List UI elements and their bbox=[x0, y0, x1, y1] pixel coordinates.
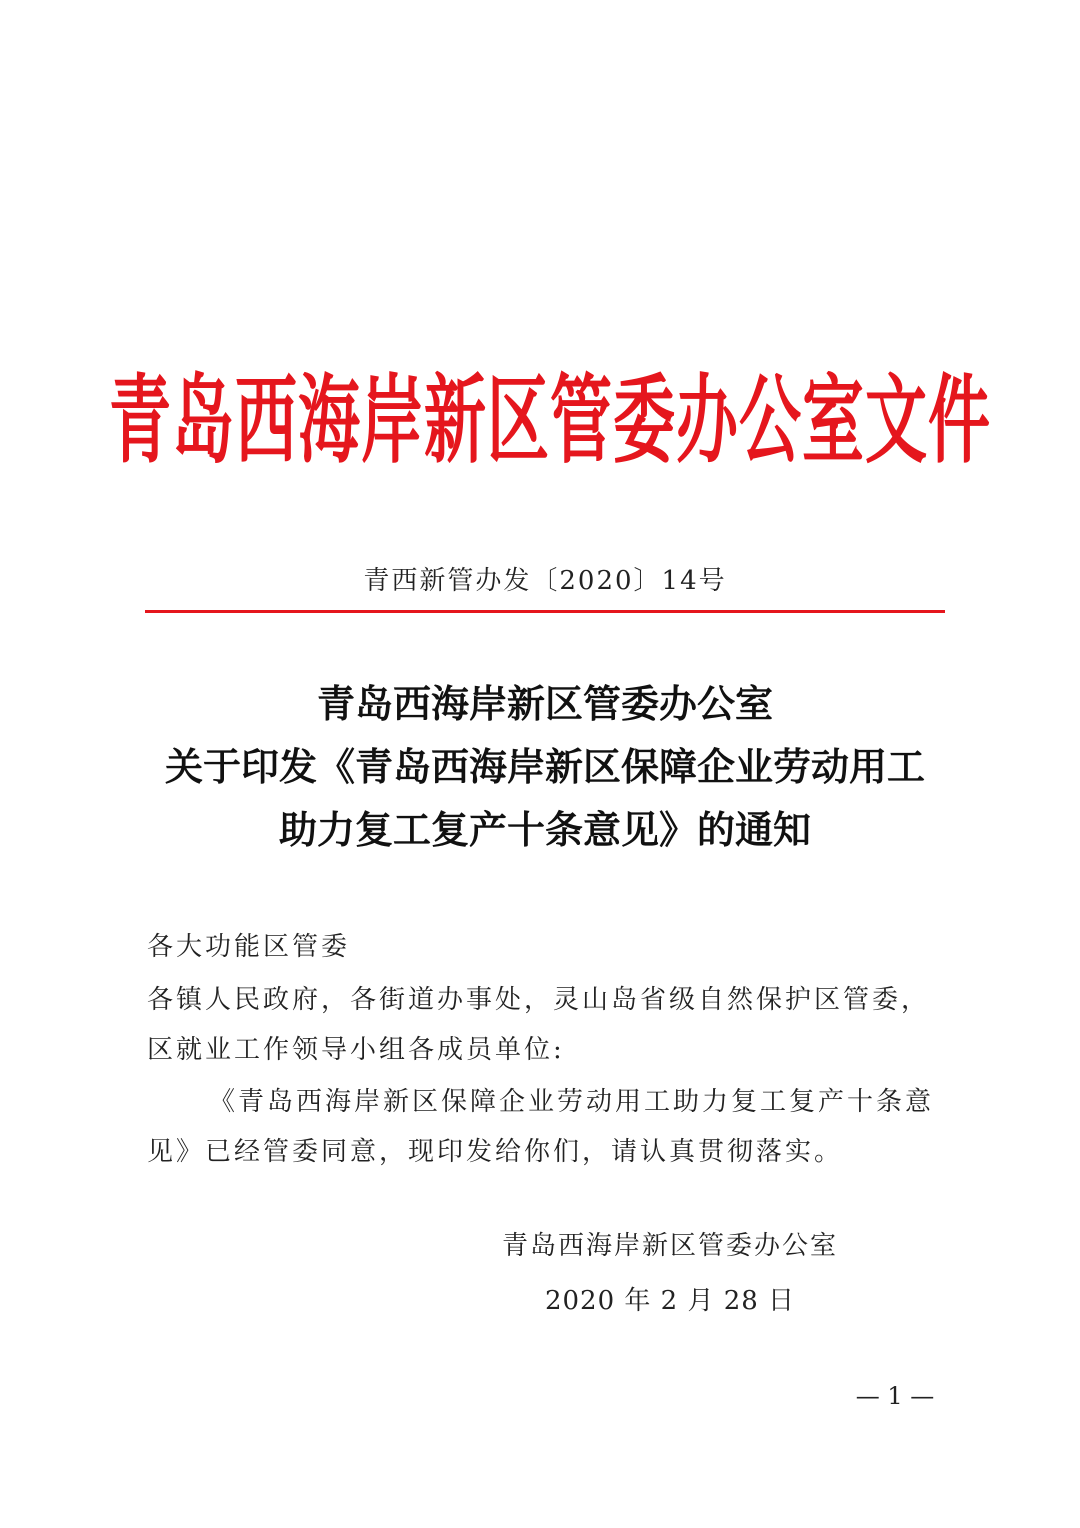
addressee-line-2: 各镇人民政府，各街道办事处，灵山岛省级自然保护区管委，区就业工作领导小组各成员单位: bbox=[147, 985, 931, 1065]
body-paragraph: 《青岛西海岸新区保障企业劳动用工助力复工复产十条意见》已经管委同意，现印发给你们，请认真贯彻落实。 bbox=[147, 1087, 935, 1167]
document-number: 青西新管办发〔2020〕14号 bbox=[363, 566, 727, 596]
issuer-signature: 青岛西海岸新区管委办公室 bbox=[501, 1231, 838, 1261]
masthead-title: 青岛西海岸新区管委办公室文件 bbox=[109, 363, 992, 477]
title-line-2: 关于印发《青岛西海岸新区保障企业劳动用工 bbox=[164, 744, 925, 789]
addressee-line-1: 各大功能区管委 bbox=[147, 932, 351, 962]
masthead bbox=[109, 352, 992, 477]
page-number: — 1 — bbox=[855, 1382, 935, 1410]
title-line-1: 青岛西海岸新区管委办公室 bbox=[316, 681, 773, 726]
notice-title bbox=[120, 672, 970, 861]
issue-date: 2020 年 2 月 28 日 bbox=[544, 1286, 796, 1316]
title-line-3: 助力复工复产十条意见》的通知 bbox=[278, 807, 811, 852]
red-divider bbox=[145, 610, 945, 613]
